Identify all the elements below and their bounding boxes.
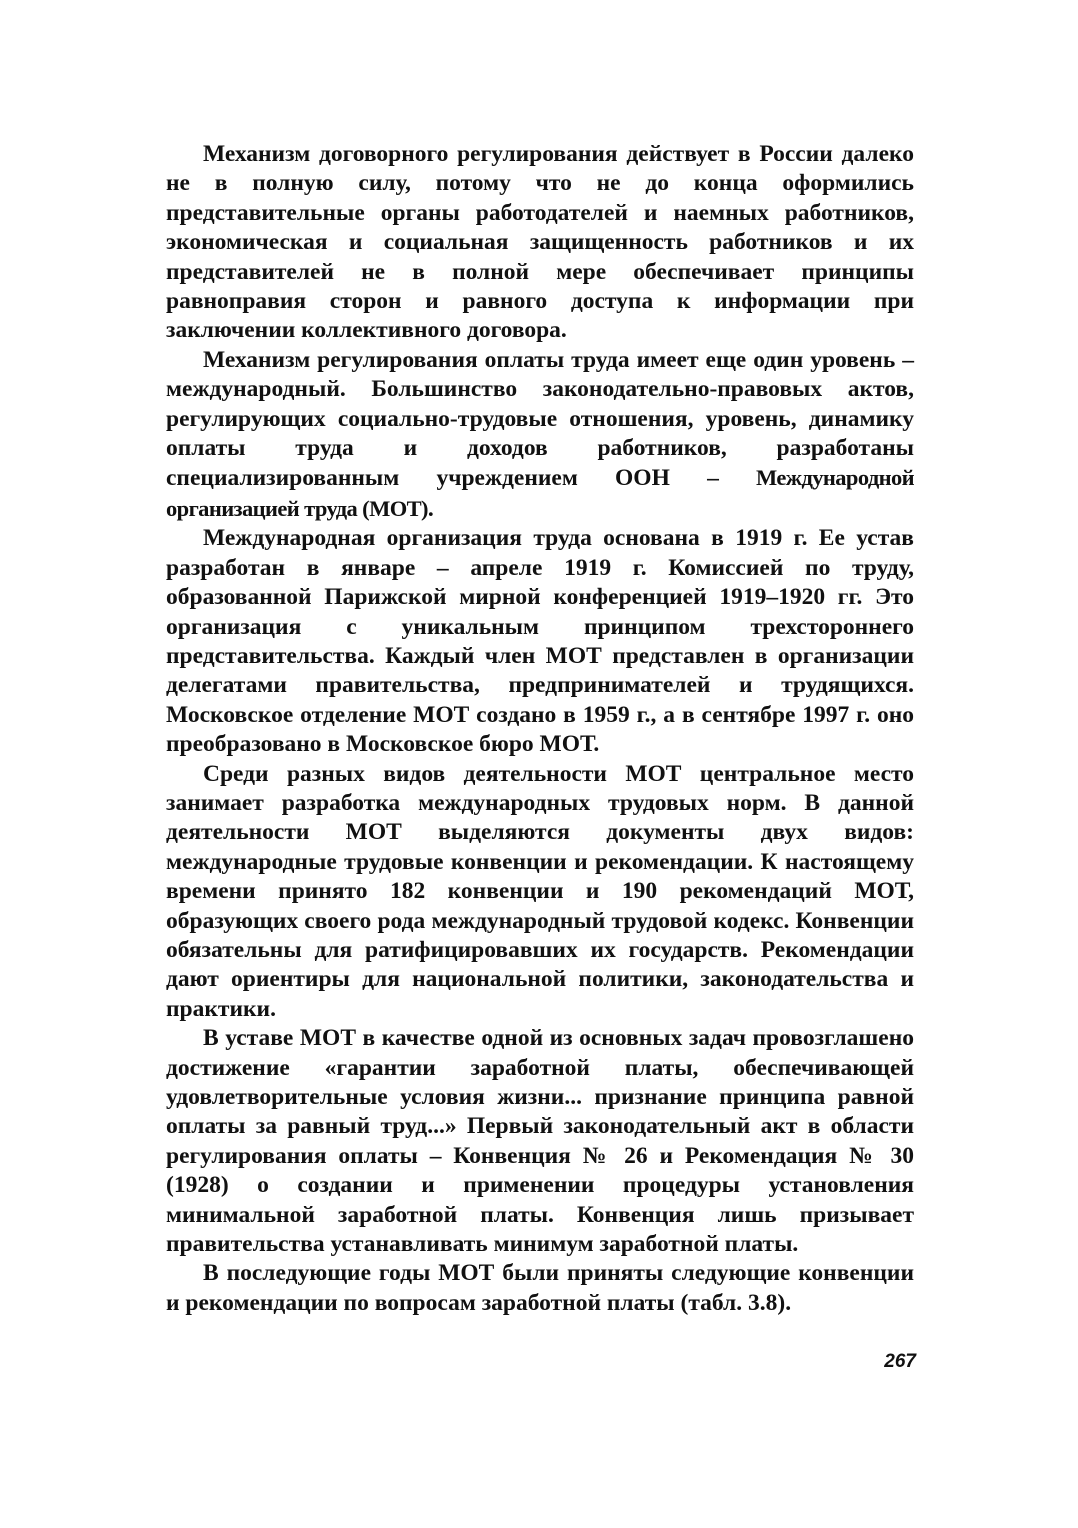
paragraph-3: Международная организация труда основана в 1919 г. Ее устав разработан в январе – апреле 1919 г. Комиссией по труду, образованной Парижской мирной конференцией 1919–1920 гг. Это организация с уникальным принципом трехстороннего представительства. Каждый член МОТ представлен в организации делегатами правительства, предпринимателей и трудящихся. Московское отделение МОТ создано в 1959 г., а в сентябре 1997 г. оно преобразовано в Московское бюро МОТ.	[166, 525, 914, 758]
paragraph-2	[166, 346, 914, 524]
page-number: 267	[884, 1351, 916, 1372]
ilo-emphasis: Международной организацией труда (МОТ)	[166, 465, 914, 521]
paragraph-2-end: .	[427, 495, 434, 522]
paragraph-4: Среди разных видов деятельности МОТ центральное место занимает разработка международных трудовых норм. В данной деятельности МОТ выделяются документы двух видов: международные трудовые конвенции и рекомендации. К настоящему времени принято 182 конвенции и 190 рекомендаций МОТ, образующих своего рода международный трудовой кодекс. Конвенции обязательны для ратифицировавших их государств. Рекомендации дают ориентиры для национальной политики, законодательства и практики.	[166, 760, 914, 1022]
paragraph-5: В уставе МОТ в качестве одной из основных задач провозглашено достижение «гарантии заработной платы, обеспечивающей удовлетворительные условия жизни... признание принципа равной оплаты за равный труд...» Первый законодательный акт в области регулирования оплаты – Конвенция № 26 и Рекомендация № 30 (1928) о создании и применении процедуры установления минимальной заработной платы. Конвенция лишь призывает правительства устанавливать минимум заработной платы.	[166, 1025, 914, 1258]
body-text	[166, 140, 914, 1318]
paragraph-2-text: Механизм регулирования оплаты труда имеет еще один уровень – международный. Большинство законодательно-правовых актов, регулирующих социально-трудовые отношения, уровень, динамику оплаты труда и доходов работников, разработаны специализированным учреждением ООН –	[166, 346, 914, 492]
paragraph-1: Механизм договорного регулирования действует в России далеко не в полную силу, потому что не до конца оформились представительные органы работодателей и наемных работников, экономическая и социальная защищенность работников и их представителей не в полной мере обеспечивает принципы равноправия сторон и равного доступа к информации при заключении коллективного договора.	[166, 141, 914, 344]
paragraph-6: В последующие годы МОТ были приняты следующие конвенции и рекомендации по вопросам заработной платы (табл. 3.8).	[166, 1260, 914, 1316]
